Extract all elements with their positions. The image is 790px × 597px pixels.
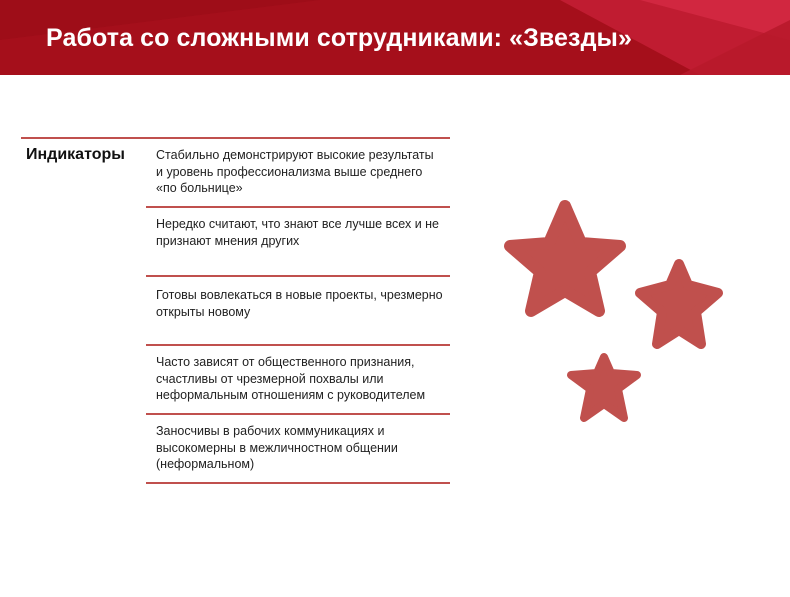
indicator-text: Часто зависят от общественного признания, счастливы от чрезмерной похвалы или неформальным отношениям с руководителем xyxy=(156,355,426,402)
page-title: Работа со сложными сотрудниками: «Звезды» xyxy=(46,24,632,52)
list-item xyxy=(146,346,450,415)
list-item xyxy=(146,415,450,484)
list-item xyxy=(146,277,450,346)
star-icon xyxy=(640,264,718,344)
star-icon xyxy=(510,206,620,311)
indicator-text: Готовы вовлекаться в новые проекты, чрезмерно открыты новому xyxy=(156,288,443,319)
stars-decoration xyxy=(496,196,736,436)
indicator-text: Заносчивы в рабочих коммуникациях и высокомерны в межличностном общении (неформальном) xyxy=(156,424,398,471)
slide-header xyxy=(0,0,790,75)
indicator-text: Стабильно демонстрируют высокие результаты и уровень профессионализма выше среднего «по больнице» xyxy=(156,148,434,195)
indicators-list xyxy=(146,139,450,484)
list-item xyxy=(146,208,450,277)
star-icon xyxy=(571,357,637,418)
list-item xyxy=(146,139,450,208)
indicators-label: Индикаторы xyxy=(26,146,125,163)
indicator-text: Нередко считают, что знают все лучше всех и не признают мнения других xyxy=(156,217,440,248)
